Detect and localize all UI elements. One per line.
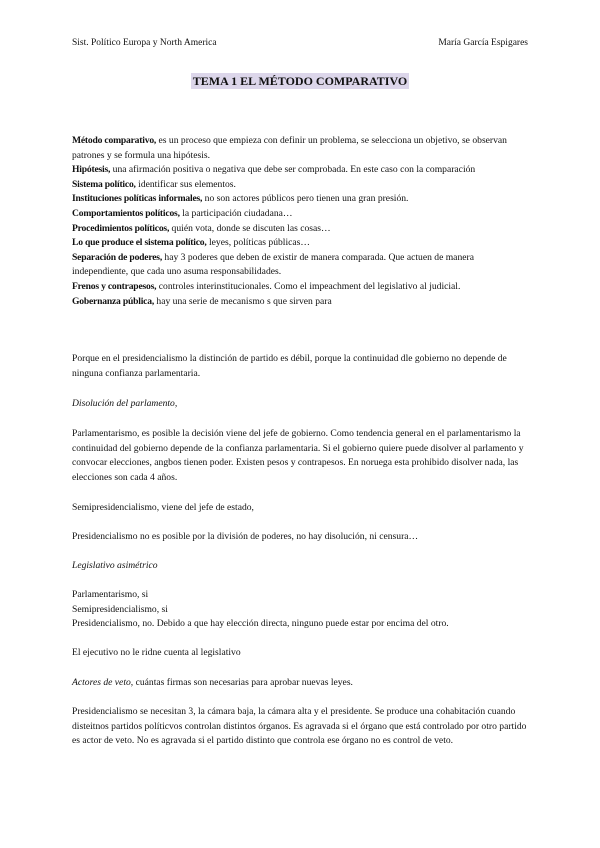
definition-term: Método comparativo, xyxy=(72,135,157,146)
veto-actors-text: cuántas firmas son necesarias para aprobar nuevas leyes. xyxy=(133,677,353,688)
definition-text: identificar sus elementos. xyxy=(135,178,236,190)
definition-item xyxy=(72,163,528,178)
definition-item xyxy=(72,280,528,295)
header-author: María García Espigares xyxy=(438,38,528,48)
paragraph-presidentialism-dissolution: Presidencialismo no es posible por la división de poderes, no hay disolución, ni censura… xyxy=(72,531,419,542)
definitions-list xyxy=(72,134,528,309)
definition-item xyxy=(72,134,528,163)
definition-item xyxy=(72,251,528,280)
paragraph-veto-actors xyxy=(72,676,528,691)
definition-term: Gobernanza pública, xyxy=(72,295,155,307)
definition-item xyxy=(72,207,528,222)
list-line: Presidencialismo, no. Debido a que hay elección directa, ninguno puede estar por encima del otro. xyxy=(72,618,449,630)
definition-item xyxy=(72,192,528,207)
page-title xyxy=(0,72,600,90)
paragraph-presidentialism: Porque en el presidencialismo la distinción de partido es débil, porque la continuidad dle gobierno no depende de ninguna confianza parlamentaria. xyxy=(72,353,507,379)
paragraph-parliamentarism: Parlamentarismo, es posible la decisión viene del jefe de gobierno. Como tendencia general en el parlamentarismo la continuidad del gobierno depende de la confianza parlamentaria. Si el gobierno quiere puede disolver al parlamento y convocar elecciones, angbos tienen poder. Existen pesos y contrapesos. En noruega esta prohibido disolver nada, las elecciones son cada 4 años. xyxy=(72,428,524,483)
definition-term: Frenos y contrapesos, xyxy=(72,280,157,292)
definition-text: quién vota, donde se discuten las cosas… xyxy=(169,222,331,234)
definition-item xyxy=(72,222,528,237)
page-header xyxy=(72,38,528,48)
paragraph-cohabitation: Presidencialismo se necesitan 3, la cámara baja, la cámara alta y el presidente. Se produce una cohabitación cuando disteitnos partidos políticvos controlan distintos órganos. Es agravada si el órgano que está controlado por otro partido es actor de veto. No es agravada si el partido distinto que controla ese órgano no es control de veto. xyxy=(72,706,527,747)
definition-text: leyes, políticas públicas… xyxy=(206,237,310,249)
paragraph-executive: El ejecutivo no le ridne cuenta al legislativo xyxy=(72,647,241,658)
definition-term: Sistema político, xyxy=(72,178,136,190)
heading-asymmetric-legislature: Legislativo asimétrico xyxy=(72,560,158,571)
definition-text: hay una serie de mecanismo s que sirven para xyxy=(154,295,332,307)
definition-term: Hipótesis, xyxy=(72,164,111,176)
definition-text: no son actores públicos pero tienen una gran presión. xyxy=(202,193,409,205)
paragraph-semipresidentialism: Semipresidencialismo, viene del jefe de estado, xyxy=(72,502,254,513)
list-line: Parlamentarismo, si xyxy=(72,589,149,600)
definition-term: Separación de poderes, xyxy=(72,251,163,263)
definition-text: controles interinstitucionales. Como el impeachment del legislativo al judicial. xyxy=(156,280,461,292)
header-course: Sist. Político Europa y North America xyxy=(72,38,217,48)
heading-veto-actors: Actores de veto, xyxy=(72,677,134,688)
definition-item xyxy=(72,236,528,251)
definition-text: una afirmación positiva o negativa que debe ser comprobada. En este caso con la comparación xyxy=(110,164,476,176)
definition-term: Instituciones políticas informales, xyxy=(72,193,203,205)
definition-text: la participación ciudadana… xyxy=(179,207,293,219)
definition-item xyxy=(72,295,528,310)
heading-dissolution: Disolución del parlamento, xyxy=(72,398,178,409)
list-line: Semipresidencialismo, si xyxy=(72,603,168,615)
definition-term: Lo que produce el sistema político, xyxy=(72,237,207,249)
definition-text: es un proceso que empieza con definir un problema, se selecciona un objetivo, se observan patrones y se formula una hipótesis. xyxy=(72,135,507,161)
title-text: TEMA 1 EL MÉTODO COMPARATIVO xyxy=(192,74,408,88)
definition-text: hay 3 poderes que deben de existir de manera comparada. Que actuen de manera independiente, que cada uno asuma responsabilidades. xyxy=(72,251,474,278)
definition-item xyxy=(72,178,528,193)
definition-term: Procedimientos políticos, xyxy=(72,222,170,234)
definition-term: Comportamientos políticos, xyxy=(72,207,180,219)
